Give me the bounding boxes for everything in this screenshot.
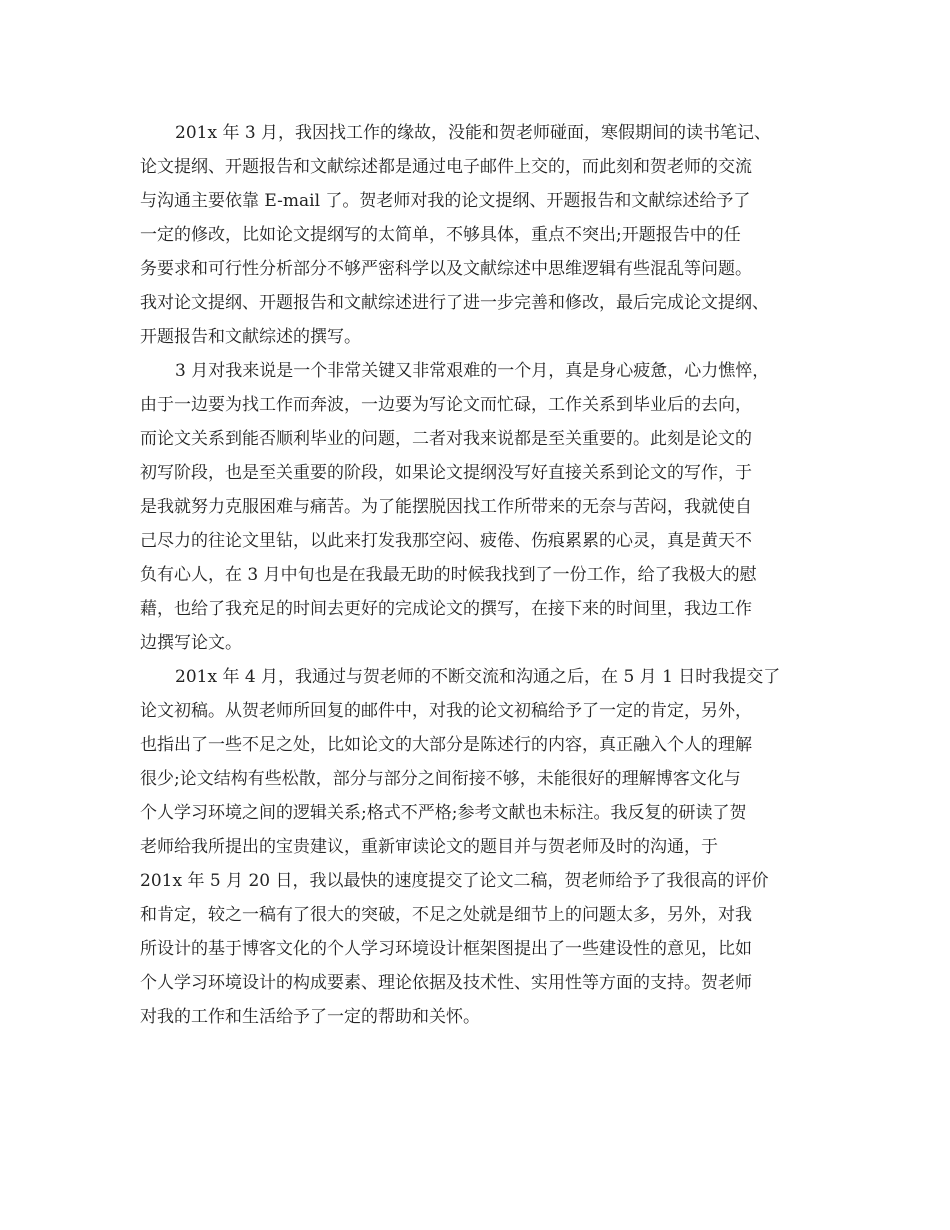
paragraph-line: 由于一边要为找工作而奔波，一边要为写论文而忙碌，工作关系到毕业后的去向， <box>140 395 752 415</box>
paragraph-line: 201x 年 5 月 20 日，我以最快的速度提交了论文二稿，贺老师给予了我很高的评价 <box>140 871 769 891</box>
paragraph-line: 个人学习环境设计的构成要素、理论依据及技术性、实用性等方面的支持。贺老师 <box>140 973 752 993</box>
paragraph-line: 初写阶段，也是至关重要的阶段，如果论文提纲没写好直接关系到论文的写作，于 <box>140 463 752 483</box>
paragraph-line: 论文提纲、开题报告和文献综述都是通过电子邮件上交的，而此刻和贺老师的交流 <box>140 157 752 177</box>
paragraph-line: 和肯定，较之一稿有了很大的突破，不足之处就是细节上的问题太多，另外，对我 <box>140 905 752 925</box>
paragraph-line: 我对论文提纲、开题报告和文献综述进行了进一步完善和修改，最后完成论文提纲、 <box>140 293 769 313</box>
paragraph-3 <box>140 660 830 1034</box>
paragraph-line: 3 月对我来说是一个非常关键又非常艰难的一个月，真是身心疲惫，心力憔悴， <box>175 361 770 381</box>
paragraph-line: 务要求和可行性分析部分不够严密科学以及文献综述中思维逻辑有些混乱等问题。 <box>140 259 752 279</box>
paragraph-line: 与沟通主要依靠 E-mail 了。贺老师对我的论文提纲、开题报告和文献综述给予了 <box>140 191 751 211</box>
paragraph-line: 对我的工作和生活给予了一定的帮助和关怀。 <box>140 1007 480 1027</box>
paragraph-line: 己尽力的往论文里钻，以此来打发我那空闷、疲倦、伤痕累累的心灵，真是黄天不 <box>140 531 752 551</box>
paragraph-line: 201x 年 3 月，我因找工作的缘故，没能和贺老师碰面，寒假期间的读书笔记、 <box>175 123 772 143</box>
paragraph-line: 201x 年 4 月，我通过与贺老师的不断交流和沟通之后，在 5 月 1 日时我提交了 <box>175 667 781 687</box>
paragraph-line: 负有心人，在 3 月中旬也是在我最无助的时候我找到了一份工作，给了我极大的慰 <box>140 565 757 585</box>
document-body <box>140 116 830 1034</box>
paragraph-line: 很少;论文结构有些松散，部分与部分之间衔接不够，未能很好的理解博客文化与 <box>140 769 741 789</box>
paragraph-line: 老师给我所提出的宝贵建议，重新审读论文的题目并与贺老师及时的沟通，于 <box>140 837 718 857</box>
paragraph-line: 是我就努力克服困难与痛苦。为了能摆脱因找工作所带来的无奈与苦闷，我就使自 <box>140 497 752 517</box>
paragraph-2 <box>140 354 830 660</box>
paragraph-line: 论文初稿。从贺老师所回复的邮件中，对我的论文初稿给予了一定的肯定，另外， <box>140 701 752 721</box>
paragraph-line: 开题报告和文献综述的撰写。 <box>140 327 361 347</box>
paragraph-line: 藉，也给了我充足的时间去更好的完成论文的撰写，在接下来的时间里，我边工作 <box>140 599 752 619</box>
paragraph-line: 而论文关系到能否顺利毕业的问题，二者对我来说都是至关重要的。此刻是论文的 <box>140 429 752 449</box>
paragraph-line: 也指出了一些不足之处，比如论文的大部分是陈述行的内容，真正融入个人的理解 <box>140 735 752 755</box>
paragraph-line: 个人学习环境之间的逻辑关系;格式不严格;参考文献也未标注。我反复的研读了贺 <box>140 803 747 823</box>
paragraph-line: 所设计的基于博客文化的个人学习环境设计框架图提出了一些建设性的意见，比如 <box>140 939 752 959</box>
paragraph-1 <box>140 116 830 354</box>
paragraph-line: 边撰写论文。 <box>140 633 242 653</box>
paragraph-line: 一定的修改，比如论文提纲写的太简单，不够具体，重点不突出;开题报告中的任 <box>140 225 741 245</box>
